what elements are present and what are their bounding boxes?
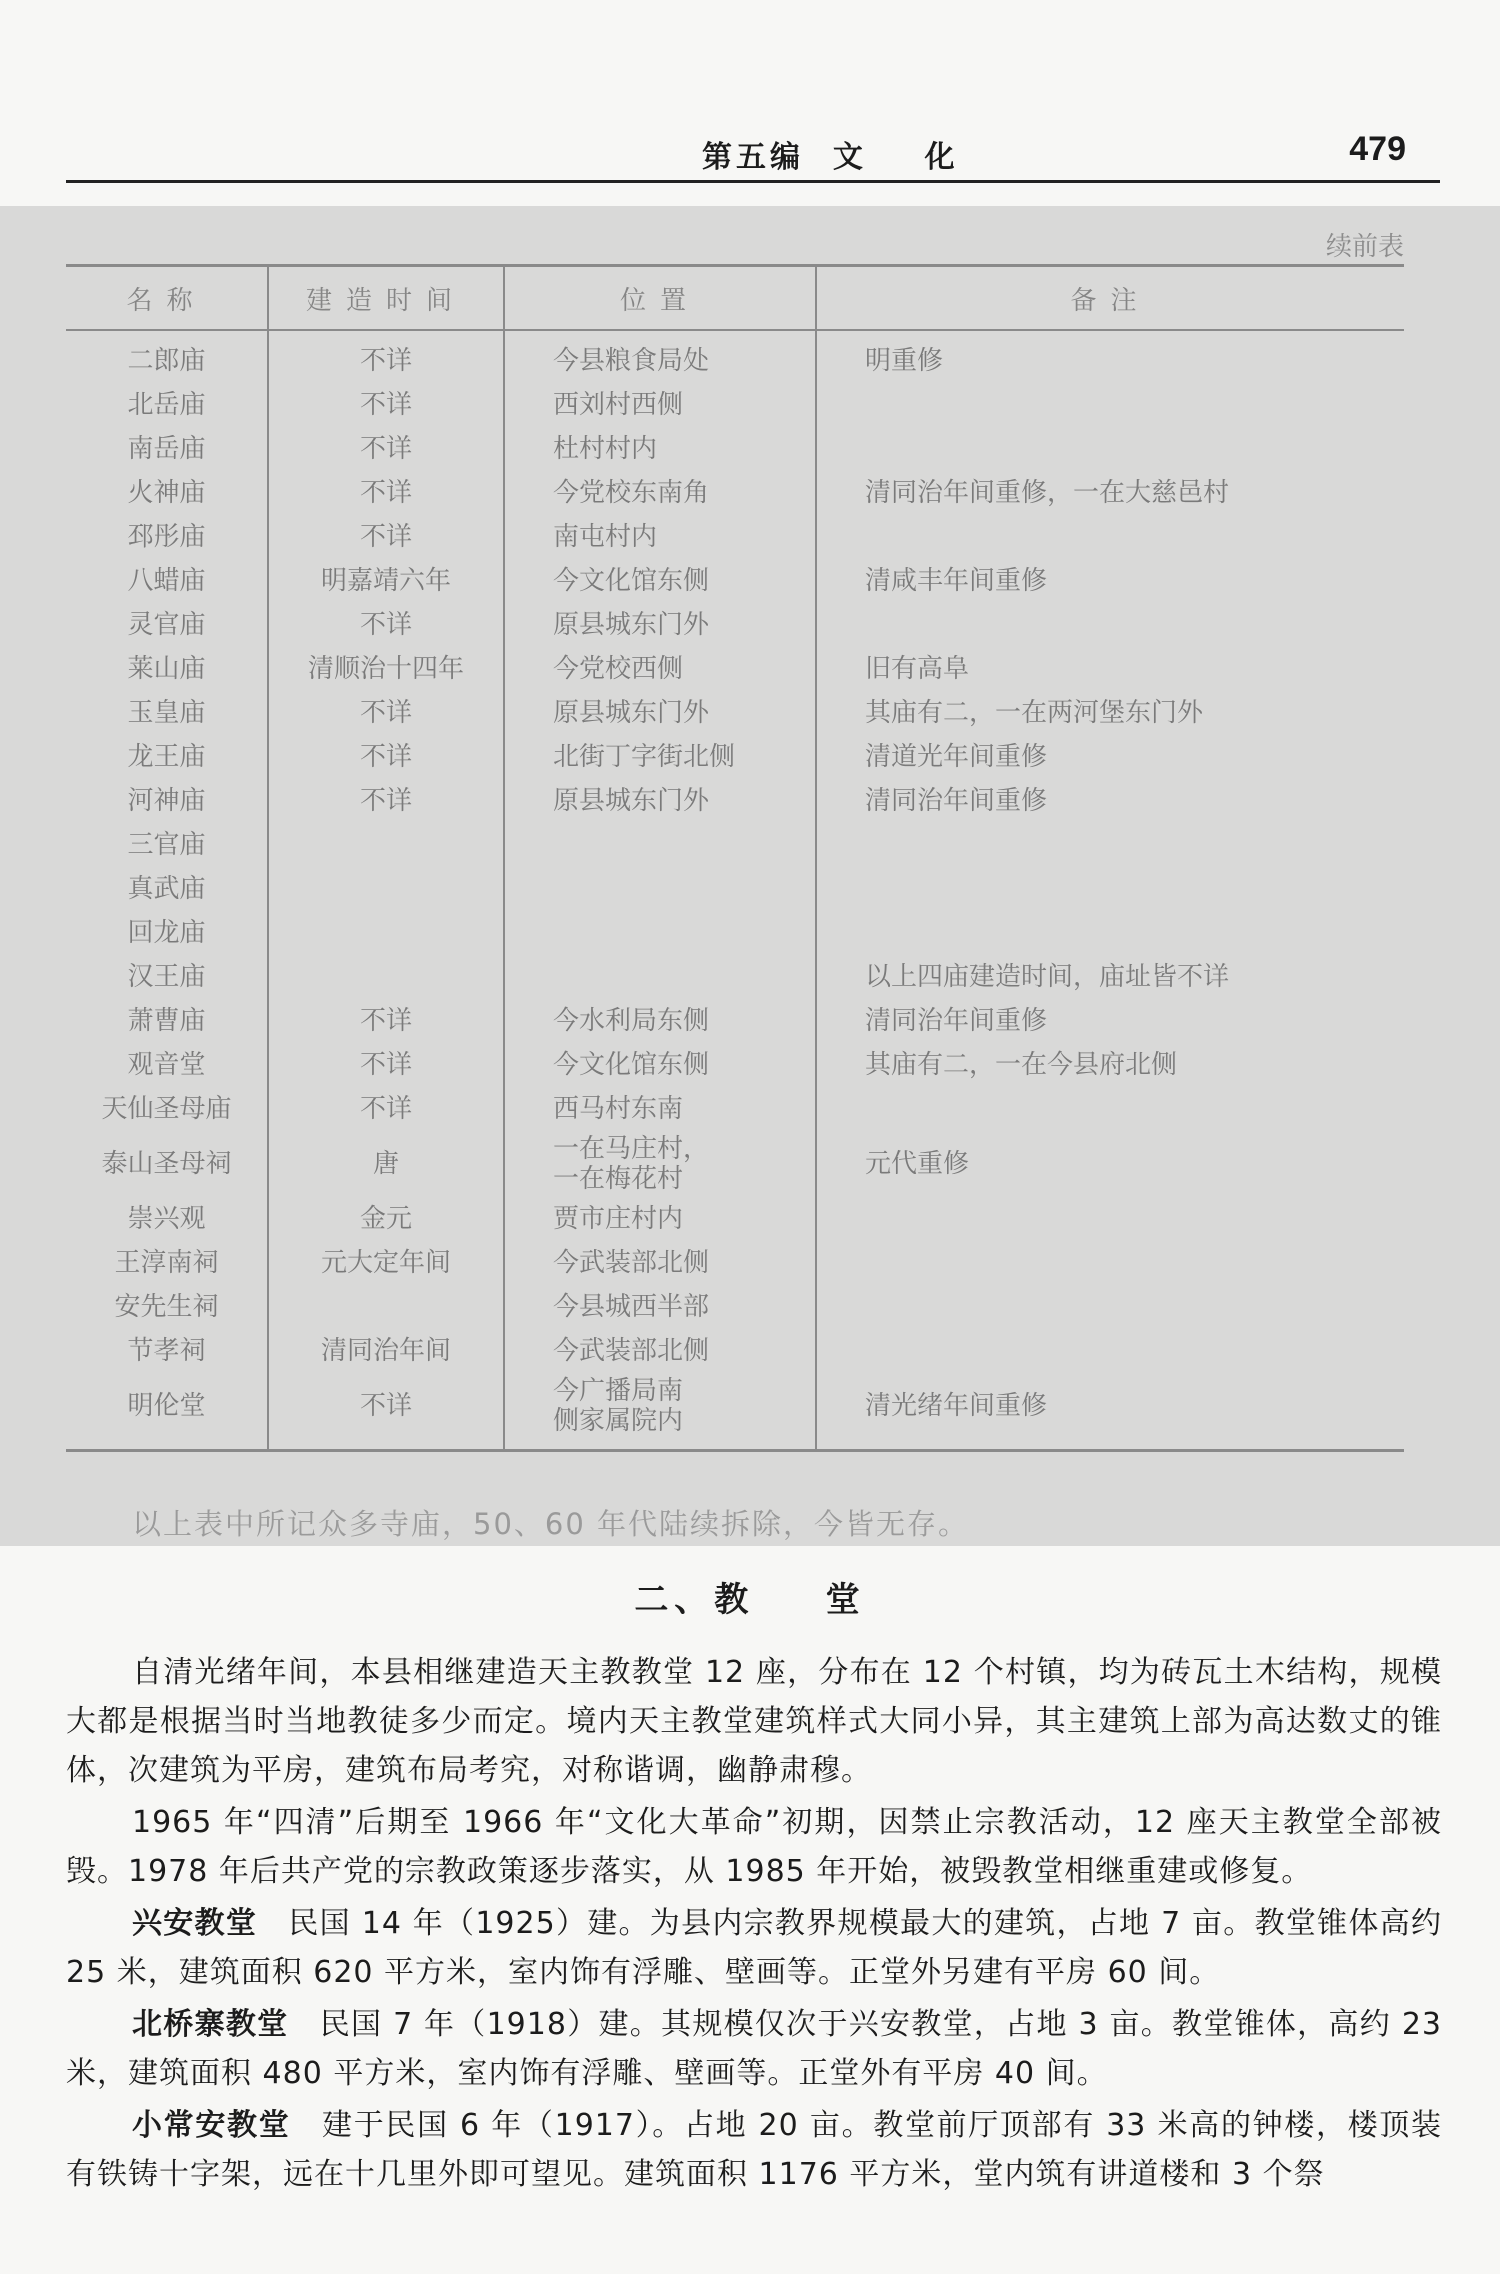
cell-time [268, 823, 504, 867]
column-header-name: 名称 [66, 266, 268, 331]
cell-note: 其庙有二，一在两河堡东门外 [816, 691, 1404, 735]
cell-name: 回龙庙 [127, 918, 206, 948]
cell-time [268, 911, 504, 955]
paragraph [66, 2000, 1442, 2098]
cell-location: 原县城东门外 [504, 691, 816, 735]
cell-name: 真武庙 [127, 874, 206, 904]
cell-time: 不详 [268, 427, 504, 471]
cell-note [816, 1285, 1404, 1329]
cell-location: 原县城东门外 [504, 779, 816, 823]
cell-location: 南屯村内 [504, 515, 816, 559]
section-heading: 二、教 堂 [634, 1580, 866, 1620]
cell-location: 今武装部北侧 [504, 1329, 816, 1373]
cell-location [504, 911, 816, 955]
table-row [66, 1197, 1404, 1241]
table-row [66, 1329, 1404, 1373]
cell-name: 八蜡庙 [127, 566, 206, 596]
cell-location: 今水利局东侧 [504, 999, 816, 1043]
cell-location: 贾市庄村内 [504, 1197, 816, 1241]
table-row [66, 603, 1404, 647]
cell-time: 不详 [268, 603, 504, 647]
table-row [66, 1043, 1404, 1087]
cell-time: 元大定年间 [268, 1241, 504, 1285]
cell-name: 观音堂 [127, 1050, 206, 1080]
cell-name: 二郎庙 [127, 346, 206, 376]
cell-time: 清同治年间 [268, 1329, 504, 1373]
table-row [66, 911, 1404, 955]
table-body [66, 330, 1404, 1451]
page-header [66, 128, 1440, 183]
cell-note [816, 867, 1404, 911]
table-row [66, 1087, 1404, 1131]
cell-time: 不详 [268, 1373, 504, 1451]
cell-location [504, 867, 816, 911]
cell-note [816, 383, 1404, 427]
cell-note: 元代重修 [816, 1131, 1404, 1197]
table-row [66, 330, 1404, 383]
column-header-time: 建造时间 [268, 266, 504, 331]
cell-time: 不详 [268, 515, 504, 559]
cell-time: 清顺治十四年 [268, 647, 504, 691]
cell-time: 唐 [268, 1131, 504, 1197]
table-row [66, 1241, 1404, 1285]
continued-note: 续前表 [1325, 232, 1404, 262]
cell-time: 不详 [268, 330, 504, 383]
temple-table [66, 264, 1404, 1452]
entry-title: 小常安教堂 [132, 2108, 291, 2143]
table-row [66, 823, 1404, 867]
cell-note: 旧有高阜 [816, 647, 1404, 691]
table-row [66, 999, 1404, 1043]
cell-location: 今文化馆东侧 [504, 1043, 816, 1087]
cell-time: 不详 [268, 383, 504, 427]
entry-title: 北桥寨教堂 [132, 2007, 289, 2042]
cell-note [816, 1241, 1404, 1285]
cell-name: 王淳南祠 [114, 1248, 219, 1278]
paragraph-text: 建于民国 6 年（1917）。占地 20 亩。教堂前厅顶部有 33 米高的钟楼，楼顶装有铁铸十字架，远在十几里外即可望见。建筑面积 1176 平方米，堂内筑有讲道楼和 3 个祭 [66, 2108, 1442, 2192]
table-row [66, 471, 1404, 515]
cell-name: 安先生祠 [114, 1292, 219, 1322]
cell-time [268, 955, 504, 999]
cell-time: 不详 [268, 691, 504, 735]
page-number: 479 [1349, 130, 1406, 168]
cell-name: 汉王庙 [127, 962, 206, 992]
cell-name: 玉皇庙 [127, 698, 206, 728]
cell-location: 今县城西半部 [504, 1285, 816, 1329]
cell-location: 西刘村西侧 [504, 383, 816, 427]
cell-name: 龙王庙 [127, 742, 206, 772]
cell-time [268, 1285, 504, 1329]
cell-note [816, 603, 1404, 647]
entry-title: 兴安教堂 [132, 1906, 258, 1941]
table-row [66, 735, 1404, 779]
cell-time [268, 867, 504, 911]
column-header-location: 位置 [504, 266, 816, 331]
cell-time: 不详 [268, 999, 504, 1043]
table-row [66, 1285, 1404, 1329]
cell-note [816, 427, 1404, 471]
cell-time: 不详 [268, 779, 504, 823]
paragraph [66, 1899, 1442, 1997]
cell-location [504, 823, 816, 867]
cell-location: 杜村村内 [504, 427, 816, 471]
cell-time: 不详 [268, 735, 504, 779]
cell-note [816, 1329, 1404, 1373]
table-row [66, 955, 1404, 999]
table-row [66, 691, 1404, 735]
table-row [66, 1131, 1404, 1197]
cell-name: 三官庙 [127, 830, 206, 860]
cell-name: 河神庙 [127, 786, 206, 816]
cell-location: 今党校东南角 [504, 471, 816, 515]
cell-note [816, 1087, 1404, 1131]
cell-note [816, 515, 1404, 559]
cell-time: 不详 [268, 471, 504, 515]
cell-location: 今党校西侧 [504, 647, 816, 691]
paragraph [66, 2101, 1442, 2199]
cell-location: 西马村东南 [504, 1087, 816, 1131]
cell-location [504, 955, 816, 999]
cell-name: 邳彤庙 [127, 522, 206, 552]
cell-name: 萧曹庙 [127, 1006, 206, 1036]
cell-location: 今县粮食局处 [504, 330, 816, 383]
paragraph-text: 民国 14 年（1925）建。为县内宗教界规模最大的建筑，占地 7 亩。教堂锥体高约 25 米，建筑面积 620 平方米，室内饰有浮雕、壁画等。正堂外另建有平房 60 间。 [66, 1906, 1442, 1990]
paragraph [66, 1648, 1442, 1795]
cell-note: 清同治年间重修，一在大慈邑村 [816, 471, 1404, 515]
cell-name: 火神庙 [127, 478, 206, 508]
cell-time: 不详 [268, 1043, 504, 1087]
table-row [66, 383, 1404, 427]
cell-location: 今广播局南 侧家属院内 [504, 1373, 816, 1451]
table-row [66, 427, 1404, 471]
table-row [66, 559, 1404, 603]
body-text [66, 1648, 1442, 2202]
cell-note [816, 911, 1404, 955]
cell-note: 以上四庙建造时间，庙址皆不详 [816, 955, 1404, 999]
table-row [66, 647, 1404, 691]
cell-name: 崇兴观 [127, 1204, 206, 1234]
cell-note: 其庙有二，一在今县府北侧 [816, 1043, 1404, 1087]
cell-name: 北岳庙 [127, 390, 206, 420]
cell-name: 泰山圣母祠 [101, 1149, 232, 1179]
table-footnote: 以上表中所记众多寺庙，50、60 年代陆续拆除，今皆无存。 [132, 1507, 970, 1541]
cell-note: 清光绪年间重修 [816, 1373, 1404, 1451]
cell-name: 灵官庙 [127, 610, 206, 640]
cell-time: 金元 [268, 1197, 504, 1241]
table-row [66, 1373, 1404, 1451]
cell-location: 原县城东门外 [504, 603, 816, 647]
cell-location: 一在马庄村， 一在梅花村 [504, 1131, 816, 1197]
cell-note [816, 1197, 1404, 1241]
cell-note: 明重修 [816, 330, 1404, 383]
cell-note: 清道光年间重修 [816, 735, 1404, 779]
cell-time: 明嘉靖六年 [268, 559, 504, 603]
cell-time: 不详 [268, 1087, 504, 1131]
cell-note: 清咸丰年间重修 [816, 559, 1404, 603]
cell-location: 北街丁字街北侧 [504, 735, 816, 779]
cell-location: 今文化馆东侧 [504, 559, 816, 603]
cell-name: 莱山庙 [127, 654, 206, 684]
running-title: 第五编 文 化 [702, 140, 959, 175]
table-row [66, 867, 1404, 911]
cell-name: 明伦堂 [127, 1391, 206, 1421]
cell-location: 今武装部北侧 [504, 1241, 816, 1285]
paragraph [66, 1798, 1442, 1896]
paragraph-text: 1965 年“四清”后期至 1966 年“文化大革命”初期，因禁止宗教活动，12 座天主教堂全部被毁。1978 年后共产党的宗教政策逐步落实，从 1985 年开始，被毁教堂相继重建或修复。 [66, 1805, 1442, 1889]
cell-name: 南岳庙 [127, 434, 206, 464]
table-header-row [66, 266, 1404, 331]
cell-name: 天仙圣母庙 [101, 1094, 232, 1124]
temple-table-panel [0, 206, 1500, 1546]
paragraph-text: 民国 7 年（1918）建。其规模仅次于兴安教堂，占地 3 亩。教堂锥体，高约 23 米，建筑面积 480 平方米，室内饰有浮雕、壁画等。正堂外有平房 40 间。 [66, 2007, 1442, 2091]
cell-note [816, 823, 1404, 867]
column-header-note: 备注 [816, 266, 1404, 331]
cell-note: 清同治年间重修 [816, 779, 1404, 823]
cell-note: 清同治年间重修 [816, 999, 1404, 1043]
paragraph-text: 自清光绪年间，本县相继建造天主教教堂 12 座，分布在 12 个村镇，均为砖瓦土木结构，规模大都是根据当时当地教徒多少而定。境内天主教堂建筑样式大同小异，其主建筑上部为高达数丈的锥体，次建筑为平房，建筑布局考究，对称谐调，幽静肃穆。 [66, 1655, 1442, 1788]
table-row [66, 779, 1404, 823]
table-row [66, 515, 1404, 559]
cell-name: 节孝祠 [127, 1336, 206, 1366]
